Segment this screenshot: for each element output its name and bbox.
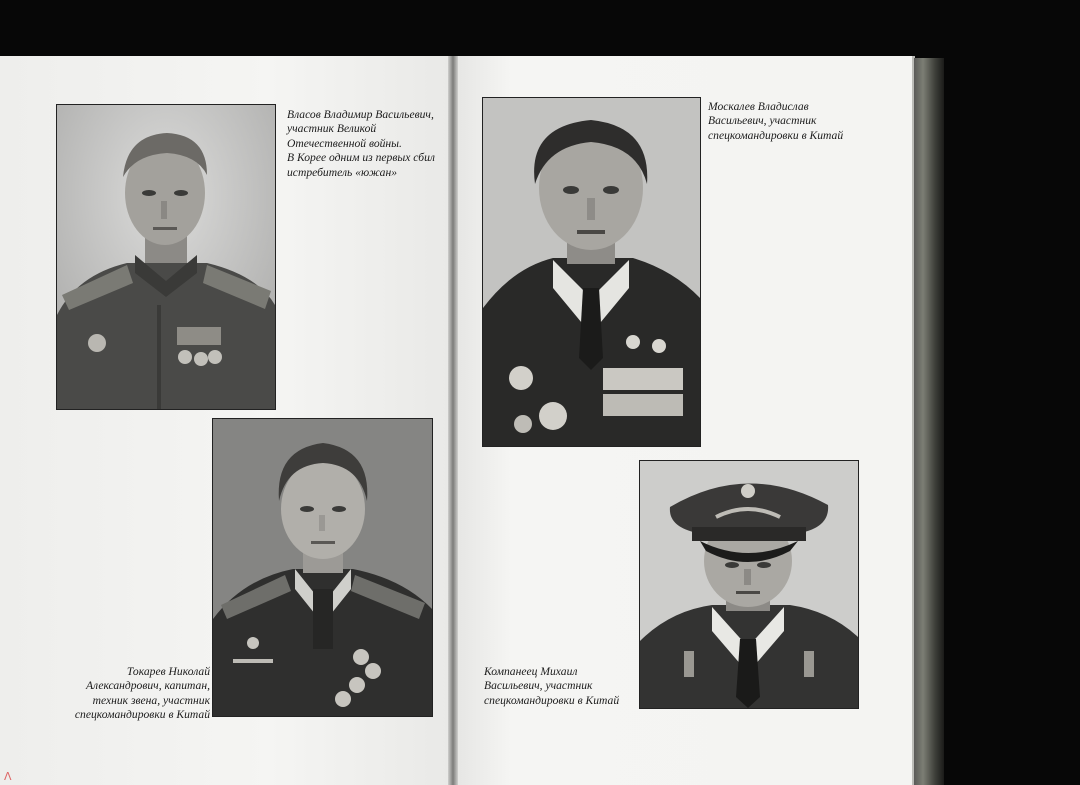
- portrait-photo-moskalev: [482, 97, 701, 447]
- book-gutter: [448, 56, 458, 785]
- corner-mark-icon: Λ: [4, 770, 12, 783]
- caption-moskalev: Москалев Владислав Васильевич, участник спецкомандировки в Китай: [708, 100, 844, 142]
- portrait-photo-kompaneets: [639, 460, 859, 709]
- caption-tokarev: Токарев Николай Александрович, капитан, техник звена, участник спецкомандировки в Китай: [74, 665, 210, 722]
- book-cover-edge: [914, 58, 944, 785]
- caption-vlasov: Власов Владимир Васильевич, участник Великой Отечественной войны. В Корее одним из первых сбил истребитель «южан»: [287, 108, 435, 179]
- caption-kompaneets: Компанеец Михаил Васильевич, участник спецкомандировки в Китай: [484, 665, 620, 707]
- portrait-photo-vlasov: [56, 104, 276, 410]
- portrait-photo-tokarev: [212, 418, 433, 717]
